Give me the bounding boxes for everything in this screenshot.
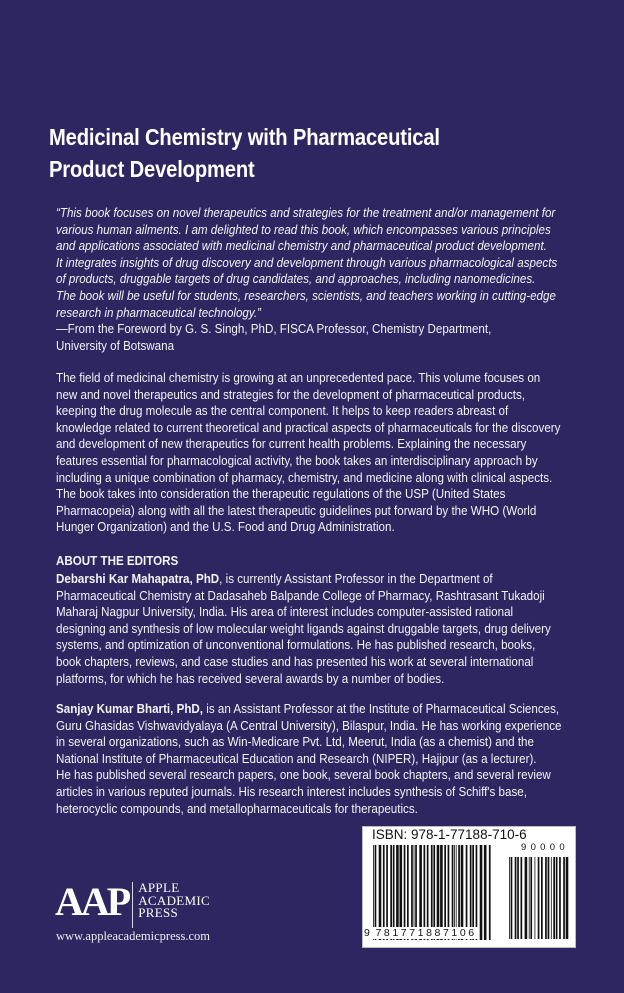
barcode-bar (440, 845, 443, 940)
barcode-bar (551, 857, 552, 939)
title-line: Medicinal Chemistry with Pharmaceutical (49, 124, 440, 150)
barcode-bar (411, 845, 413, 940)
barcode-bar (563, 857, 565, 939)
barcode-bar (407, 845, 409, 940)
publisher-name (138, 882, 210, 920)
editor-name: Debarshi Kar Mahapatra, PhD (56, 571, 220, 586)
barcode-bar (472, 845, 474, 940)
barcode-bar (545, 857, 547, 939)
barcode-bar (484, 845, 487, 940)
barcode-bar (517, 857, 519, 939)
aap-logo-mark: AAP (55, 879, 129, 924)
bio-line: designing and synthesis of low molecular weight ligands against druggable targets, drug delivery (56, 620, 551, 636)
barcode-bar (548, 857, 550, 939)
barcode-bar (415, 845, 417, 940)
price-addon-label: 90000 (521, 842, 569, 853)
barcode-bar (476, 845, 478, 940)
barcode-bar (530, 857, 532, 939)
barcode-bar (393, 845, 395, 940)
bio-line: in several organizations, such as Win-Medicare Pvt. Ltd, Meerut, India (as a chemist) and the (56, 734, 534, 750)
barcode-bar (489, 845, 491, 940)
barcode-digits (364, 927, 478, 939)
bio-line: systems, and optimization of unconventional formulations. He has published research, books, (56, 637, 536, 653)
barcode-bar (525, 857, 528, 939)
barcode-bar (521, 857, 523, 939)
bio-line: book chapters, reviews, and case studies and has presented his work at several international (56, 653, 534, 669)
barcode-bar (433, 845, 435, 940)
barcode-bar (541, 857, 543, 939)
description-line: The book takes into consideration the therapeutic regulations of the USP (United States (56, 486, 506, 502)
barcode-bar (414, 845, 415, 940)
publisher-url: www.appleacademicpress.com (56, 929, 210, 943)
barcode-bar (375, 845, 377, 940)
bio-line: is an Assistant Professor at the Institute of Pharmaceutical Sciences, (203, 701, 560, 716)
barcode-bar (529, 857, 530, 939)
barcode-bar (556, 857, 558, 939)
quote-line: various human ailments. I am delighted to read this book, which encompasses various principles (56, 221, 551, 237)
addon-barcode-bars (509, 857, 569, 939)
logo-divider (132, 882, 133, 928)
barcode-digit-string: 781771887106 (375, 927, 477, 939)
barcode-bar (466, 845, 468, 940)
editor-name: Sanjay Kumar Bharti, PhD, (56, 701, 204, 716)
barcode-bar (396, 845, 399, 940)
barcode-bar (538, 857, 540, 939)
isbn-barcode (362, 826, 576, 948)
bio-line: Pharmaceutical Chemistry at Dadasaheb Balpande College of Pharmacy, Rashtrasant Tukadoji (56, 587, 545, 603)
editor-bio-mahapatra (56, 571, 551, 687)
bio-line: , is currently Assistant Professor in the Department of (219, 571, 493, 586)
barcode-bar (454, 845, 455, 940)
barcode-bar (431, 845, 433, 940)
barcode-bar (515, 857, 517, 939)
barcode-bar (386, 845, 388, 940)
bio-line: heterocyclic compounds, and metallopharmaceuticals for therapeutics. (56, 800, 418, 816)
barcode-bar (448, 845, 450, 940)
bio-line: Guru Ghasidas Vishwavidyalaya (A Central University), Bilaspur, India. He has working experience (56, 717, 562, 733)
barcode-bar (404, 845, 406, 940)
barcode-bar (390, 845, 392, 940)
barcode-bar (458, 845, 460, 940)
foreword-quote (56, 205, 557, 321)
barcode-bar (553, 857, 555, 939)
barcode-bar (470, 845, 472, 940)
page-title (49, 121, 440, 185)
title-line: Product Development (49, 156, 255, 182)
bio-line: National Institute of Pharmaceutical Education and Research (NIPER), Hajipur (as a lecturer). (56, 750, 537, 766)
description-line: Pharmacopeia) along with all the latest therapeutic guidelines put forward by the WHO (World (56, 502, 537, 518)
bio-line: platforms, for which he has received several awards by a number of bodies. (56, 670, 445, 686)
ean-barcode-bars (373, 845, 493, 940)
barcode-bar (480, 845, 483, 940)
description-line: keeping the drug molecule as the central component. It helps to keep readers abreast of (56, 403, 509, 419)
barcode-bar (373, 845, 374, 940)
publisher-name-line: PRESS (138, 905, 179, 920)
description-line: Hunger Organization) and the U.S. Food and Drug Administration. (56, 519, 395, 535)
bio-line: He has published several research papers, one book, several book chapters, and several review (56, 767, 551, 783)
barcode-bar (427, 845, 429, 940)
barcode-bar (461, 845, 464, 940)
barcode-bar (566, 857, 569, 939)
bio-line: Maharaj Nagpur University, India. His area of interest includes computer-assisted rational (56, 604, 514, 620)
attribution-line: University of Botswana (56, 337, 175, 353)
about-editors-heading: ABOUT THE EDITORS (56, 553, 179, 568)
barcode-first-digit: 9 (364, 927, 373, 939)
barcode-bar (437, 845, 440, 940)
barcode-bar (559, 857, 561, 939)
description-line: The field of medicinal chemistry is growing at an unprecedented pace. This volume focuses on (56, 370, 541, 385)
description-line: including a unique combination of pharmacy, chemistry, and medicine along with clinical aspects. (56, 469, 553, 485)
description-line: new and novel therapeutics and strategies for the development of pharmaceutical products, (56, 386, 525, 402)
barcode-bar (444, 845, 446, 940)
isbn-label: ISBN: 978-1-77188-710-6 (372, 827, 527, 842)
editor-bio-bharti (56, 701, 561, 817)
publisher-logo (55, 879, 210, 928)
barcode-bar (400, 845, 403, 940)
publisher-name-line: APPLE (138, 880, 180, 895)
quote-line: “This book focuses on novel therapeutics and strategies for the treatment and/or management for (56, 205, 556, 220)
barcode-bar (424, 845, 426, 940)
description-line: and development of new therapeutics for current health problems. Explaining the necessary (56, 436, 527, 452)
barcode-bar (509, 857, 510, 939)
barcode-bar (452, 845, 454, 940)
book-description (56, 370, 560, 536)
barcode-bar (535, 857, 536, 939)
quote-line: research in pharmaceutical technology.” (56, 304, 261, 320)
quote-line: of products, druggable targets of drug candidates, and approaches, including nanomedicines. (56, 271, 536, 287)
quote-line: It integrates insights of drug discovery and development through various pharmacological aspects (56, 254, 558, 270)
barcode-bar (379, 845, 382, 940)
bio-line: articles in various reputed journals. His research interest includes synthesis of Schiff's base, (56, 783, 527, 799)
quote-line: and applications associated with medicinal chemistry and pharmaceutical product development. (56, 238, 547, 254)
barcode-bar (383, 845, 385, 940)
foreword-attribution (56, 321, 491, 354)
barcode-bar (511, 857, 513, 939)
barcode-bar (456, 845, 457, 940)
description-line: knowledge related to current theoretical and practical aspects of pharmaceuticals for the discovery (56, 419, 561, 435)
barcode-bar (419, 845, 422, 940)
quote-line: The book will be useful for students, researchers, scientists, and teachers working in cutting-edge (56, 287, 556, 303)
attribution-line: —From the Foreword by G. S. Singh, PhD, FISCA Professor, Chemistry Department, (56, 321, 492, 336)
publisher-name-line: ACADEMIC (138, 892, 210, 908)
description-line: features essential for pharmacological activity, the book takes an interdisciplinary approach by (56, 452, 538, 468)
